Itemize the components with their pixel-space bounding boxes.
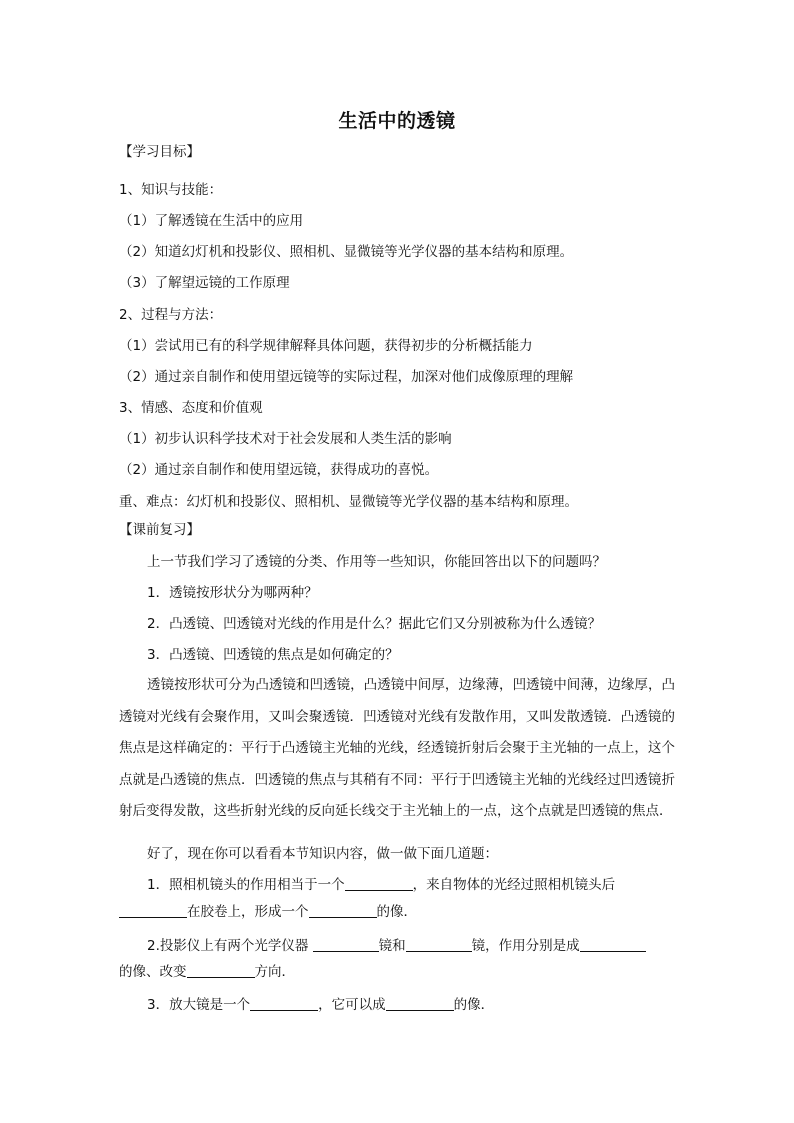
objective-item: （1）尝试用已有的科学规律解释具体问题，获得初步的分析概括能力	[119, 338, 533, 354]
exercise-text: 的像．	[453, 997, 495, 1013]
answer-blank[interactable]	[345, 876, 413, 891]
exercise-text: 镜，作用分别是成	[471, 938, 580, 954]
review-intro: 上一节我们学习了透镜的分类、作用等一些知识，你能回答出以下的问题吗？	[147, 554, 606, 570]
exercise-2-line-2	[119, 963, 295, 981]
objective-item: （3）了解望远镜的工作原理	[119, 275, 290, 291]
review-question: 2．凸透镜、凹透镜对光线的作用是什么？据此它们又分别被称为什么透镜？	[147, 616, 602, 632]
exercise-text: ，来自物体的光经过照相机镜头后	[412, 877, 616, 893]
answer-blank[interactable]	[313, 937, 379, 952]
section-attitude: 3、情感、态度和价值观	[119, 400, 263, 416]
answer-blank[interactable]	[187, 963, 255, 978]
answer-blank[interactable]	[580, 937, 646, 952]
answer-blank[interactable]	[250, 996, 318, 1011]
objectives-heading: 【学习目标】	[119, 144, 200, 160]
answer-blank[interactable]	[309, 903, 377, 918]
objective-item: （2）通过亲自制作和使用望远镜，获得成功的喜悦。	[119, 462, 439, 478]
exercise-text: 2.投影仪上有两个光学仪器	[147, 938, 313, 954]
answer-blank[interactable]	[406, 937, 472, 952]
key-points: 重、难点：幻灯机和投影仪、照相机、显微镜等光学仪器的基本结构和原理。	[119, 494, 578, 510]
page-title: 生活中的透镜	[338, 110, 456, 132]
exercise-text: 的像．	[376, 904, 417, 920]
objective-item: （2）通过亲自制作和使用望远镜等的实际过程，加深对他们成像原理的理解	[119, 369, 574, 385]
review-question: 3．凸透镜、凹透镜的焦点是如何确定的？	[147, 647, 399, 663]
review-answer	[119, 670, 675, 828]
answer-blank[interactable]	[386, 996, 454, 1011]
exercise-text: 1．照相机镜头的作用相当于一个	[147, 877, 345, 893]
review-question: 1．透镜按形状分为哪两种？	[147, 585, 318, 601]
section-knowledge: 1、知识与技能：	[119, 182, 223, 198]
exercise-text: 在胶卷上，形成一个	[187, 904, 309, 920]
review-heading: 【课前复习】	[119, 522, 200, 538]
exercise-1-line-2	[119, 903, 417, 921]
objective-item: （2）知道幻灯机和投影仪、照相机、显微镜等光学仪器的基本结构和原理。	[119, 244, 574, 260]
objective-item: （1）初步认识科学技术对于社会发展和人类生活的影响	[119, 431, 452, 447]
exercise-1-line-1	[147, 876, 615, 894]
exercise-text: 3．放大镜是一个	[147, 997, 251, 1013]
exercise-text: 方向．	[254, 964, 295, 980]
section-process: 2、过程与方法：	[119, 307, 223, 323]
transition-text: 好了，现在你可以看看本节知识内容，做一做下面几道题：	[147, 846, 498, 862]
review-answer-text: 透镜按形状可分为凸透镜和凹透镜，凸透镜中间厚，边缘薄，凹透镜中间薄，边缘厚，凸透镜对光线有会聚作用，又叫会聚透镜．凹透镜对光线有发散作用，又叫发散透镜．凸透镜的焦点是这样确定的：平行于凸透镜主光轴的光线，经透镜折射后会聚于主光轴的一点上，这个点就是凸透镜的焦点．凹透镜的焦点与其稍有不同：平行于凹透镜主光轴的光线经过凹透镜折射后变得发散，这些折射光线的反向延长线交于主光轴上的一点，这个点就是凹透镜的焦点．	[119, 677, 675, 819]
exercise-text: 的像、改变	[119, 964, 187, 980]
exercise-2-line-1	[147, 937, 646, 955]
exercise-3	[147, 996, 494, 1014]
exercise-text: 镜和	[378, 938, 406, 954]
objective-item: （1）了解透镜在生活中的应用	[119, 213, 304, 229]
answer-blank[interactable]	[119, 903, 187, 918]
exercise-text: ，它可以成	[318, 997, 386, 1013]
